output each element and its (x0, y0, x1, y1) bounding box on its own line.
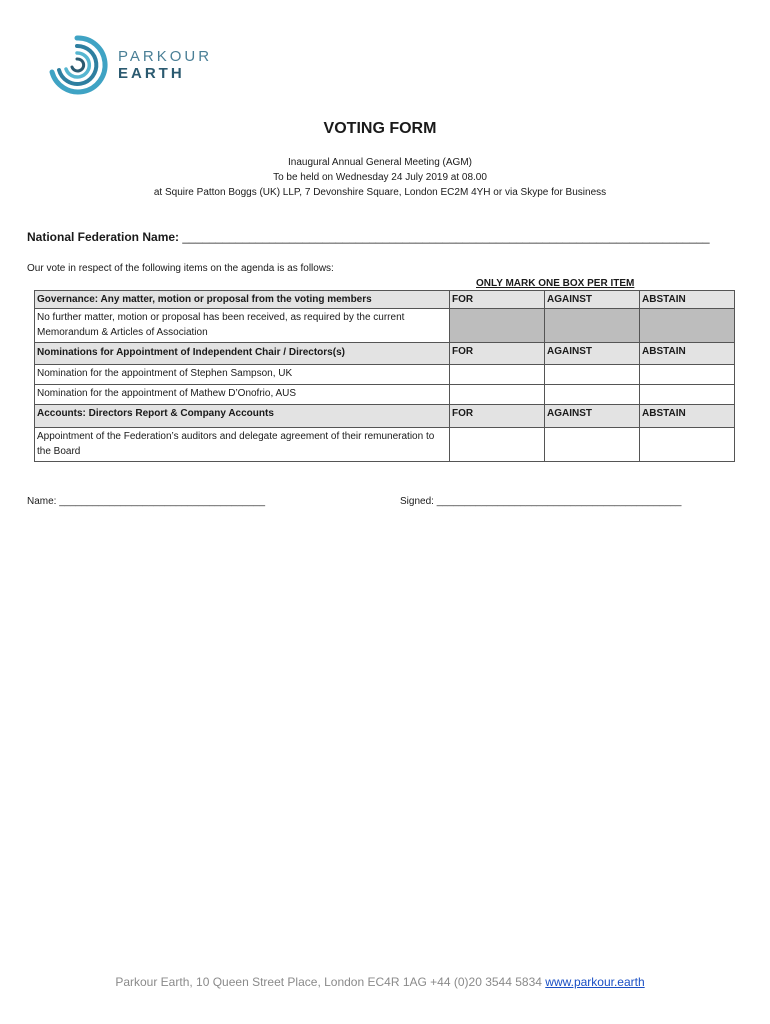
meeting-line-2: To be held on Wednesday 24 July 2019 at 08.00 (273, 172, 487, 183)
name-blank[interactable]: _____________________________________ (59, 496, 266, 507)
abstain-vote-box[interactable] (640, 385, 735, 405)
agenda-item: Nomination for the appointment of Stephen Sampson, UK (35, 365, 450, 385)
against-vote-box[interactable] (545, 365, 640, 385)
intro-text: Our vote in respect of the following items on the agenda is as follows: (27, 263, 334, 274)
against-vote-box[interactable] (545, 428, 640, 462)
signed-field[interactable] (400, 496, 681, 507)
abstain-column-header: ABSTAIN (640, 343, 735, 365)
agenda-item: Nomination for the appointment of Mathew D’Onofrio, AUS (35, 385, 450, 405)
footer-address: Parkour Earth, 10 Queen Street Place, London EC4R 1AG +44 (0)20 3544 5834 (115, 975, 546, 989)
meeting-line-3: at Squire Patton Boggs (UK) LLP, 7 Devonshire Square, London EC2M 4YH or via Skype for Business (153, 187, 607, 198)
section-header-governance (35, 291, 735, 309)
table-row (35, 309, 735, 343)
for-box-disabled (450, 309, 545, 343)
table-row (35, 385, 735, 405)
logo-word-parkour: PARKOUR (118, 48, 213, 65)
section-heading: Governance: Any matter, motion or proposal from the voting members (35, 291, 450, 309)
abstain-column-header: ABSTAIN (640, 291, 735, 309)
table-row (35, 428, 735, 462)
name-field[interactable] (27, 496, 265, 507)
section-header-nominations (35, 343, 735, 365)
for-column-header: FOR (450, 291, 545, 309)
voting-table (34, 290, 735, 462)
meeting-line-1: Inaugural Annual General Meeting (AGM) (288, 157, 472, 168)
abstain-column-header: ABSTAIN (640, 405, 735, 428)
website-link[interactable]: www.parkour.earth (545, 975, 645, 989)
agenda-item: No further matter, motion or proposal has been received, as required by the current Memorandum & Articles of Association (35, 309, 450, 343)
for-column-header: FOR (450, 405, 545, 428)
agenda-item: Appointment of the Federation’s auditors and delegate agreement of their remuneration to the Board (35, 428, 450, 462)
footer (0, 975, 760, 989)
against-box-disabled (545, 309, 640, 343)
section-heading: Nominations for Appointment of Independent Chair / Directors(s) (35, 343, 450, 365)
federation-name-field[interactable] (27, 230, 710, 244)
parkour-earth-logo (44, 32, 224, 92)
logo-word-earth: EARTH (118, 65, 185, 82)
for-vote-box[interactable] (450, 385, 545, 405)
against-column-header: AGAINST (545, 343, 640, 365)
signed-blank[interactable]: ____________________________________________ (436, 496, 682, 507)
name-label: Name: (27, 496, 60, 507)
signed-label: Signed: (400, 496, 437, 507)
against-column-header: AGAINST (545, 405, 640, 428)
against-column-header: AGAINST (545, 291, 640, 309)
section-heading: Accounts: Directors Report & Company Accounts (35, 405, 450, 428)
swirl-logo-icon (44, 32, 110, 98)
federation-name-label: National Federation Name: (27, 230, 180, 244)
section-header-accounts (35, 405, 735, 428)
federation-name-blank[interactable]: _______________________________________________________________________________ (182, 230, 710, 244)
abstain-vote-box[interactable] (640, 365, 735, 385)
page-title: VOTING FORM (323, 120, 437, 137)
for-vote-box[interactable] (450, 428, 545, 462)
for-vote-box[interactable] (450, 365, 545, 385)
abstain-vote-box[interactable] (640, 428, 735, 462)
for-column-header: FOR (450, 343, 545, 365)
table-row (35, 365, 735, 385)
against-vote-box[interactable] (545, 385, 640, 405)
instruction-text: ONLY MARK ONE BOX PER ITEM (476, 278, 635, 289)
abstain-box-disabled (640, 309, 735, 343)
